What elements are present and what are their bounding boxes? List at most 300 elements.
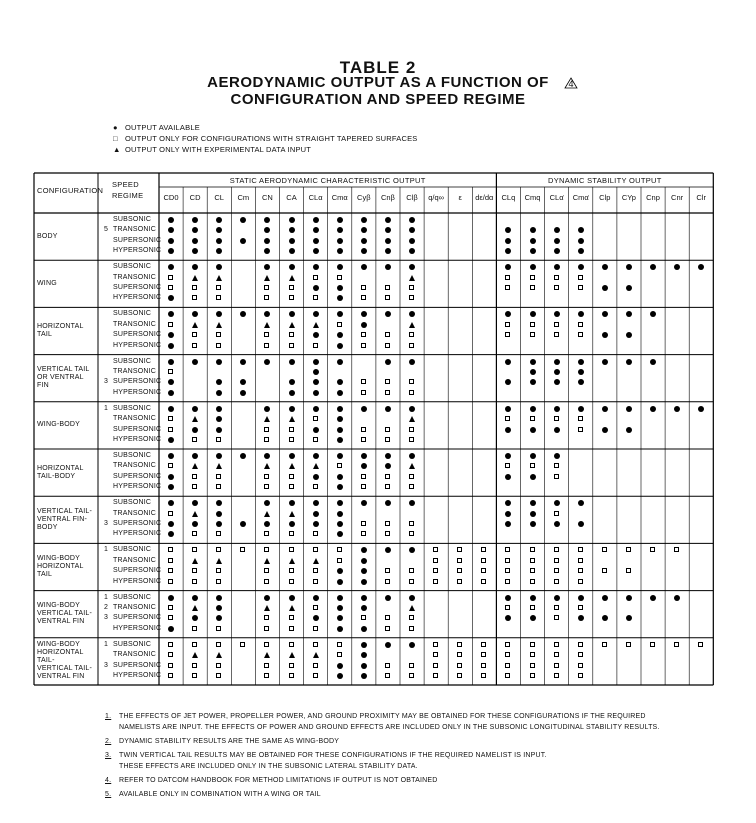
- speed-regime-label: TRANSONIC: [113, 415, 157, 423]
- output-available-dot: [240, 359, 246, 365]
- tapered-surface-square: [264, 547, 269, 552]
- header-static: STATIC AERODYNAMIC CHARACTERISTIC OUTPUT: [229, 176, 426, 185]
- experimental-data-triangle: [289, 605, 295, 611]
- tapered-surface-square: [168, 416, 173, 421]
- column-header-2: CL: [214, 193, 224, 202]
- tapered-surface-square: [168, 285, 173, 290]
- tapered-surface-square: [457, 568, 462, 573]
- tapered-surface-square: [361, 521, 366, 526]
- tapered-surface-square: [505, 463, 510, 468]
- tapered-surface-square: [385, 390, 390, 395]
- tapered-surface-square: [313, 626, 318, 631]
- experimental-data-triangle: [216, 558, 222, 564]
- legend-text: OUTPUT ONLY FOR CONFIGURATIONS WITH STRAIGHT TAPERED SURFACES: [125, 134, 418, 143]
- output-available-dot: [361, 264, 367, 270]
- tapered-surface-square: [264, 663, 269, 668]
- speed-regime-label: SUBSONIC: [113, 452, 152, 459]
- speed-regime-label: SUBSONIC: [113, 357, 152, 365]
- tapered-surface-square: [168, 558, 173, 563]
- tapered-surface-square: [361, 295, 366, 300]
- output-available-dot: [361, 579, 367, 585]
- output-available-dot: [554, 264, 560, 270]
- tapered-surface-square: [313, 568, 318, 573]
- experimental-data-triangle: [409, 416, 415, 422]
- tapered-surface-square: [554, 663, 559, 668]
- tapered-surface-square: [264, 531, 269, 536]
- speed-regime-label: HYPERSONIC: [113, 483, 162, 491]
- output-available-dot: [337, 605, 343, 611]
- output-available-dot: [602, 595, 608, 601]
- tapered-surface-square: [168, 615, 173, 620]
- tapered-surface-square: [289, 427, 294, 432]
- tapered-surface-square: [385, 379, 390, 384]
- output-available-dot: [216, 595, 222, 601]
- configuration-name: WING-BODY: [37, 555, 81, 562]
- header-speed: SPEED: [112, 180, 139, 189]
- output-available-dot: [168, 238, 174, 244]
- tapered-surface-square: [313, 547, 318, 552]
- speed-regime-label: SUPERSONIC: [113, 567, 162, 575]
- note-marker-icon: 1: [103, 404, 109, 412]
- tapered-surface-square: [554, 474, 559, 479]
- tapered-surface-square: [168, 568, 173, 573]
- output-available-dot: [530, 311, 536, 317]
- tapered-surface-square: [361, 531, 366, 536]
- tapered-surface-square: [240, 547, 245, 552]
- footnote-text: REFER TO DATCOM HANDBOOK FOR METHOD LIMITATIONS IF OUTPUT IS NOT OBTAINED: [119, 777, 438, 784]
- tapered-surface-square: [385, 531, 390, 536]
- output-available-dot: [626, 406, 632, 412]
- tapered-surface-square: [409, 343, 414, 348]
- speed-regime-label: SUPERSONIC: [113, 425, 162, 433]
- tapered-surface-square: [264, 285, 269, 290]
- experimental-data-triangle: [409, 275, 415, 281]
- tapered-surface-square: [409, 390, 414, 395]
- output-available-dot: [289, 379, 295, 385]
- output-available-dot: [313, 285, 319, 291]
- tapered-surface-square: [289, 642, 294, 647]
- output-available-dot: [530, 595, 536, 601]
- output-available-dot: [337, 663, 343, 669]
- output-available-dot: [313, 453, 319, 459]
- tapered-surface-square: [602, 547, 607, 552]
- configuration-name: WING-BODY: [37, 602, 81, 610]
- table-number: TABLE 2: [339, 58, 417, 77]
- tapered-surface-square: [216, 642, 221, 647]
- experimental-data-triangle: [216, 322, 222, 328]
- tapered-surface-square: [530, 558, 535, 563]
- output-available-dot: [409, 217, 415, 223]
- configuration-name: VERTICAL TAIL: [37, 366, 90, 374]
- tapered-surface-square: [626, 568, 631, 573]
- tapered-surface-square: [385, 332, 390, 337]
- experimental-data-triangle: [216, 652, 222, 658]
- configuration-name: OR VENTRAL: [37, 374, 84, 382]
- output-available-dot: [578, 248, 584, 254]
- tapered-surface-square: [192, 673, 197, 678]
- output-available-dot: [337, 500, 343, 506]
- output-available-dot: [554, 406, 560, 412]
- column-header-17: Cmα̇: [572, 193, 589, 202]
- tapered-surface-square: [530, 275, 535, 280]
- tapered-surface-square: [168, 579, 173, 584]
- output-available-dot: [337, 248, 343, 254]
- output-available-dot: [578, 359, 584, 365]
- output-available-dot: [289, 227, 295, 233]
- tapered-surface-square: [289, 615, 294, 620]
- footnote-number: 3.: [105, 752, 112, 759]
- column-header-19: CYp: [621, 193, 636, 202]
- configuration-name: HORIZONTAL: [37, 563, 84, 570]
- column-header-9: Cnβ: [380, 193, 395, 202]
- speed-regime-label: SUBSONIC: [113, 499, 152, 507]
- tapered-surface-square: [457, 673, 462, 678]
- tapered-surface-square: [578, 673, 583, 678]
- tapered-surface-square: [554, 275, 559, 280]
- tapered-surface-square: [457, 663, 462, 668]
- tapered-surface-square: [650, 642, 655, 647]
- output-available-dot: [409, 406, 415, 412]
- tapered-surface-square: [168, 642, 173, 647]
- footnote-text: NAMELISTS ARE INPUT. THE EFFECTS OF POWER AND GROUND EFFECTS ARE INCLUDED ONLY IN THE SUBSONIC LONGITUDINAL STABILITY RESULTS.: [119, 724, 660, 731]
- tapered-surface-square: [385, 568, 390, 573]
- tapered-surface-square: [530, 663, 535, 668]
- tapered-surface-square: [216, 437, 221, 442]
- output-available-dot: [602, 427, 608, 433]
- tapered-surface-square: [264, 332, 269, 337]
- triangle-icon: ▲: [113, 145, 121, 154]
- output-available-dot: [674, 406, 680, 412]
- output-available-dot: [216, 427, 222, 433]
- note-marker-icon: 2: [103, 604, 109, 611]
- output-available-dot: [313, 406, 319, 412]
- tapered-surface-square: [313, 295, 318, 300]
- output-available-dot: [313, 595, 319, 601]
- speed-regime-label: HYPERSONIC: [113, 436, 162, 443]
- tapered-surface-square: [361, 390, 366, 395]
- output-available-dot: [361, 217, 367, 223]
- experimental-data-triangle: [313, 463, 319, 469]
- output-available-dot: [289, 264, 295, 270]
- tapered-surface-square: [361, 474, 366, 479]
- tapered-surface-square: [578, 322, 583, 327]
- experimental-data-triangle: [289, 558, 295, 564]
- tapered-surface-square: [554, 416, 559, 421]
- output-available-dot: [313, 332, 319, 338]
- speed-regime-label: TRANSONIC: [113, 604, 157, 611]
- tapered-surface-square: [289, 474, 294, 479]
- tapered-surface-square: [313, 663, 318, 668]
- tapered-surface-square: [578, 558, 583, 563]
- output-available-dot: [168, 453, 174, 459]
- output-available-dot: [313, 521, 319, 527]
- configuration-name: VERTICAL TAIL-: [37, 507, 93, 515]
- tapered-surface-square: [385, 663, 390, 668]
- tapered-surface-square: [409, 626, 414, 631]
- tapered-surface-square: [289, 547, 294, 552]
- tapered-surface-square: [168, 673, 173, 678]
- tapered-surface-square: [554, 652, 559, 657]
- output-available-dot: [337, 285, 343, 291]
- configuration-name: HORIZONTAL: [37, 649, 84, 657]
- output-available-dot: [554, 500, 560, 506]
- tapered-surface-square: [313, 642, 318, 647]
- output-available-dot: [602, 264, 608, 270]
- output-available-dot: [554, 427, 560, 433]
- tapered-surface-square: [554, 642, 559, 647]
- tapered-surface-square: [337, 642, 342, 647]
- output-available-dot: [578, 500, 584, 506]
- output-available-dot: [674, 595, 680, 601]
- tapered-surface-square: [505, 642, 510, 647]
- tapered-surface-square: [216, 285, 221, 290]
- output-available-dot: [385, 359, 391, 365]
- output-available-dot: [530, 369, 536, 375]
- tapered-surface-square: [264, 474, 269, 479]
- output-available-dot: [626, 285, 632, 291]
- output-available-dot: [313, 217, 319, 223]
- tapered-surface-square: [409, 579, 414, 584]
- tapered-surface-square: [505, 558, 510, 563]
- output-available-dot: [337, 568, 343, 574]
- output-available-dot: [385, 642, 391, 648]
- speed-regime-label: SUBSONIC: [113, 216, 152, 223]
- tapered-surface-square: [433, 663, 438, 668]
- tapered-surface-square: [264, 295, 269, 300]
- tapered-surface-square: [192, 626, 197, 631]
- tapered-surface-square: [481, 673, 486, 678]
- tapered-surface-square: [433, 568, 438, 573]
- tapered-surface-square: [313, 437, 318, 442]
- configuration-name: WING-BODY: [37, 421, 81, 429]
- tapered-surface-square: [337, 547, 342, 552]
- footnote-line: [105, 752, 547, 759]
- experimental-data-triangle: [192, 652, 198, 658]
- note-marker-icon: 1: [103, 593, 109, 601]
- experimental-data-triangle: [409, 605, 415, 611]
- speed-regime-label: TRANSONIC: [113, 320, 157, 328]
- footnote-text: THE EFFECTS OF JET POWER, PROPELLER POWER, AND GROUND PROXIMITY MAY BE OBTAINED FOR THESE CONFIGURATIONS IF THE REQUIRED: [119, 713, 646, 720]
- tapered-surface-square: [433, 642, 438, 647]
- output-available-dot: [361, 642, 367, 648]
- tapered-surface-square: [409, 295, 414, 300]
- tapered-surface-square: [313, 343, 318, 348]
- tapered-surface-square: [505, 547, 510, 552]
- experimental-data-triangle: [289, 511, 295, 517]
- column-header-21: Cnr: [671, 193, 684, 202]
- experimental-data-triangle: [289, 652, 295, 658]
- tapered-surface-square: [530, 673, 535, 678]
- footnote-line: [119, 763, 418, 770]
- tapered-surface-square: [216, 295, 221, 300]
- tapered-surface-square: [313, 275, 318, 280]
- experimental-data-triangle: [264, 275, 270, 281]
- footnote-line: [105, 791, 321, 798]
- column-header-15: Cmq: [524, 193, 541, 202]
- tapered-surface-square: [409, 427, 414, 432]
- output-available-dot: [409, 238, 415, 244]
- note-marker-icon: 5: [103, 226, 109, 234]
- output-available-dot: [602, 359, 608, 365]
- note-marker-icon: 1: [103, 546, 109, 554]
- tapered-surface-square: [192, 437, 197, 442]
- speed-regime-label: TRANSONIC: [113, 462, 157, 470]
- tapered-surface-square: [216, 531, 221, 536]
- experimental-data-triangle: [192, 322, 198, 328]
- tapered-surface-square: [674, 547, 679, 552]
- speed-regime-label: SUBSONIC: [113, 593, 152, 601]
- output-available-dot: [650, 595, 656, 601]
- column-header-4: CN: [261, 193, 273, 202]
- tapered-surface-square: [554, 332, 559, 337]
- tapered-surface-square: [481, 568, 486, 573]
- square-icon: □: [113, 134, 118, 143]
- speed-regime-label: HYPERSONIC: [113, 530, 162, 538]
- output-available-dot: [168, 437, 174, 443]
- tapered-surface-square: [505, 663, 510, 668]
- output-available-dot: [530, 406, 536, 412]
- tapered-surface-square: [264, 343, 269, 348]
- tapered-surface-square: [409, 437, 414, 442]
- output-available-dot: [168, 474, 174, 480]
- output-available-dot: [289, 248, 295, 254]
- tapered-surface-square: [505, 568, 510, 573]
- tapered-surface-square: [168, 463, 173, 468]
- tapered-surface-square: [192, 474, 197, 479]
- output-available-dot: [361, 406, 367, 412]
- title-note-number: 4: [568, 79, 574, 89]
- output-available-dot: [313, 427, 319, 433]
- output-available-dot: [578, 595, 584, 601]
- configuration-name: FIN: [37, 382, 49, 390]
- output-available-dot: [554, 359, 560, 365]
- tapered-surface-square: [385, 295, 390, 300]
- header-configuration: CONFIGURATION: [37, 186, 104, 195]
- output-available-dot: [337, 453, 343, 459]
- tapered-surface-square: [192, 343, 197, 348]
- footnote-number: 5.: [105, 791, 112, 798]
- output-available-dot: [530, 511, 536, 517]
- tapered-surface-square: [216, 579, 221, 584]
- tapered-surface-square: [385, 484, 390, 489]
- configuration-name: TAIL-BODY: [37, 472, 76, 480]
- legend-text: OUTPUT AVAILABLE: [125, 123, 200, 132]
- output-available-dot: [289, 217, 295, 223]
- output-available-dot: [554, 248, 560, 254]
- note-marker-icon: 3: [103, 520, 109, 527]
- footnote-line: [105, 777, 437, 784]
- output-available-dot: [313, 369, 319, 375]
- tapered-surface-square: [457, 547, 462, 552]
- tapered-surface-square: [289, 295, 294, 300]
- output-available-dot: [385, 238, 391, 244]
- tapered-surface-square: [505, 322, 510, 327]
- tapered-surface-square: [409, 521, 414, 526]
- tapered-surface-square: [337, 463, 342, 468]
- tapered-surface-square: [554, 511, 559, 516]
- column-header-14: CLq: [501, 193, 516, 202]
- output-available-dot: [337, 416, 343, 422]
- output-available-dot: [530, 359, 536, 365]
- output-available-dot: [626, 595, 632, 601]
- tapered-surface-square: [385, 427, 390, 432]
- speed-regime-label: SUBSONIC: [113, 310, 152, 318]
- experimental-data-triangle: [264, 652, 270, 658]
- output-available-dot: [361, 453, 367, 459]
- output-available-dot: [578, 406, 584, 412]
- speed-regime-label: TRANSONIC: [113, 651, 157, 659]
- output-available-dot: [337, 474, 343, 480]
- tapered-surface-square: [530, 463, 535, 468]
- tapered-surface-square: [216, 568, 221, 573]
- configuration-name: BODY: [37, 232, 58, 240]
- tapered-surface-square: [433, 652, 438, 657]
- column-header-1: CD: [189, 193, 201, 202]
- column-header-20: Cnp: [646, 193, 660, 202]
- tapered-surface-square: [409, 285, 414, 290]
- dot-icon: ●: [113, 123, 118, 132]
- column-header-11: q/q∞: [428, 193, 444, 202]
- output-available-dot: [289, 521, 295, 527]
- output-available-dot: [409, 453, 415, 459]
- tapered-surface-square: [313, 673, 318, 678]
- output-available-dot: [337, 343, 343, 349]
- speed-regime-label: TRANSONIC: [113, 556, 157, 564]
- output-available-dot: [361, 238, 367, 244]
- tapered-surface-square: [168, 511, 173, 516]
- tapered-surface-square: [433, 547, 438, 552]
- output-available-dot: [337, 332, 343, 338]
- tapered-surface-square: [192, 579, 197, 584]
- tapered-surface-square: [530, 642, 535, 647]
- tapered-surface-square: [554, 558, 559, 563]
- output-available-dot: [337, 359, 343, 365]
- output-available-dot: [168, 390, 174, 396]
- output-available-dot: [409, 642, 415, 648]
- tapered-surface-square: [409, 379, 414, 384]
- tapered-surface-square: [578, 579, 583, 584]
- tapered-surface-square: [192, 663, 197, 668]
- tapered-surface-square: [216, 332, 221, 337]
- output-available-dot: [554, 595, 560, 601]
- column-header-0: CD0: [163, 193, 179, 202]
- tapered-surface-square: [385, 615, 390, 620]
- configuration-name: HORIZONTAL: [37, 464, 84, 472]
- tapered-surface-square: [313, 531, 318, 536]
- configuration-name: VERTICAL TAIL-: [37, 665, 93, 673]
- footnote-number: 4.: [105, 777, 112, 784]
- tapered-surface-square: [409, 531, 414, 536]
- tapered-surface-square: [385, 343, 390, 348]
- tapered-surface-square: [505, 416, 510, 421]
- tapered-surface-square: [554, 285, 559, 290]
- tapered-surface-square: [337, 652, 342, 657]
- configuration-name: HORIZONTAL: [37, 323, 84, 330]
- tapered-surface-square: [361, 379, 366, 384]
- legend-text: OUTPUT ONLY WITH EXPERIMENTAL DATA INPUT: [125, 145, 312, 154]
- tapered-surface-square: [578, 568, 583, 573]
- tapered-surface-square: [264, 626, 269, 631]
- tapered-surface-square: [530, 285, 535, 290]
- output-available-dot: [602, 285, 608, 291]
- experimental-data-triangle: [289, 275, 295, 281]
- tapered-surface-square: [554, 673, 559, 678]
- output-available-dot: [192, 595, 198, 601]
- output-available-dot: [192, 427, 198, 433]
- tapered-surface-square: [433, 579, 438, 584]
- experimental-data-triangle: [409, 322, 415, 328]
- experimental-data-triangle: [313, 558, 319, 564]
